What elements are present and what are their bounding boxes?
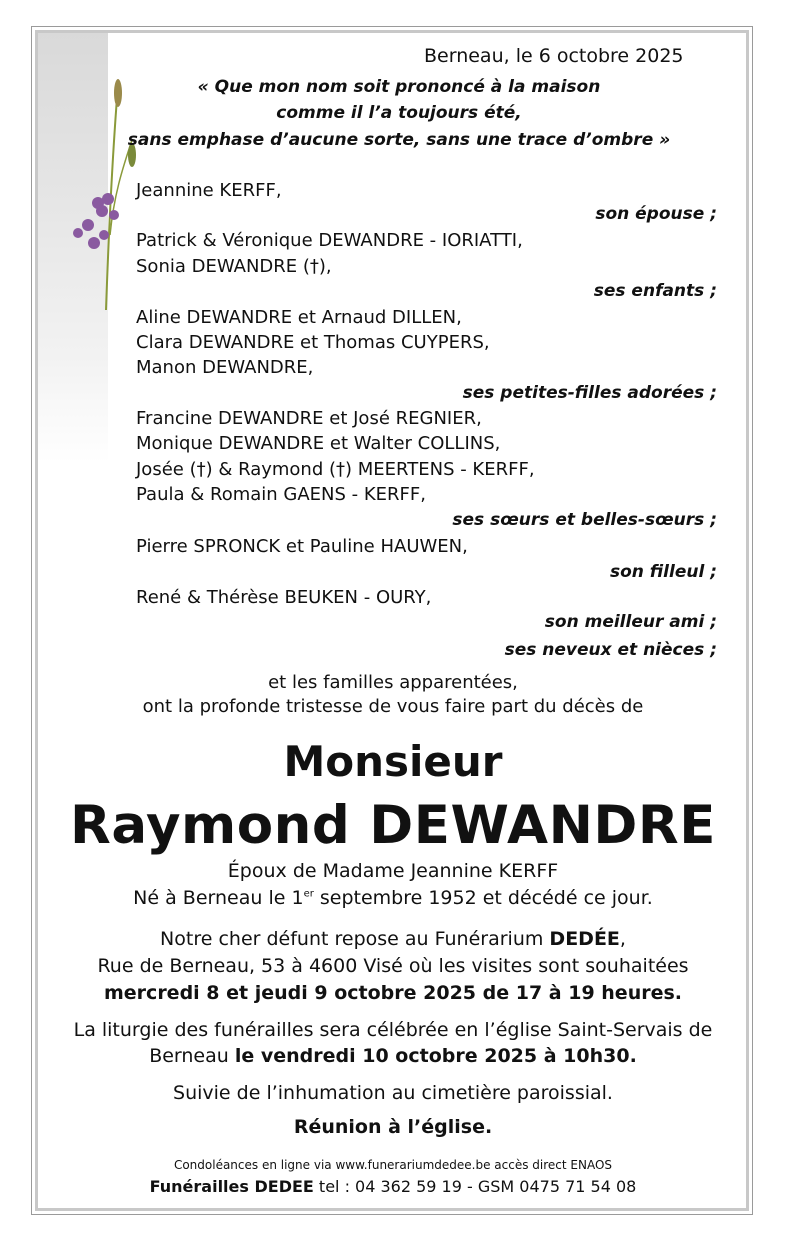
family-line: Clara DEWANDRE et Thomas CUYPERS,: [136, 332, 490, 353]
title-monsieur: Monsieur: [283, 737, 503, 786]
liturgy-line: La liturgie des funérailles sera célébrée en l’église Saint-Servais de: [73, 1019, 713, 1041]
relation-label: ses enfants ;: [593, 281, 717, 301]
funeral-home-line: Notre cher défunt repose au Funérarium DEDÉE,: [160, 928, 626, 950]
relation-label: son épouse ;: [595, 204, 717, 224]
deceased-name: Raymond DEWANDRE: [70, 795, 716, 856]
family-line: Patrick & Véronique DEWANDRE - IORIATTI,: [136, 230, 523, 251]
visits-line: mercredi 8 et jeudi 9 octobre 2025 de 17 à 19 heures.: [104, 982, 682, 1004]
burial-line: Suivie de l’inhumation au cimetière paroissial.: [173, 1082, 613, 1104]
family-line: Manon DEWANDRE,: [136, 357, 314, 378]
announcement-line: ont la profonde tristesse de vous faire part du décès de: [142, 696, 644, 717]
condolences-line: Condoléances en ligne via www.funerariumdedee.be accès direct ENAOS: [173, 1158, 613, 1172]
birth-line: Né à Berneau le 1er septembre 1952 et décédé ce jour.: [133, 887, 653, 909]
date-line: Berneau, le 6 octobre 2025: [424, 45, 684, 67]
quote-line-1: « Que mon nom soit prononcé à la maison: [197, 77, 601, 97]
contact-line: Funérailles DEDEE tel : 04 362 59 19 - GSM 0475 71 54 08: [149, 1177, 637, 1196]
relation-label: ses sœurs et belles-sœurs ;: [452, 510, 717, 530]
relation-label: ses neveux et nièces ;: [504, 640, 717, 660]
family-line: Paula & Romain GAENS - KERFF,: [136, 484, 426, 505]
address-line: Rue de Berneau, 53 à 4600 Visé où les visites sont souhaitées: [97, 955, 689, 977]
relation-label: son meilleur ami ;: [544, 612, 717, 632]
spouse-line: Époux de Madame Jeannine KERFF: [227, 860, 559, 882]
meeting-line: Réunion à l’église.: [293, 1116, 493, 1138]
family-line: Sonia DEWANDRE (†),: [136, 256, 332, 277]
liturgy-date-line: Berneau le vendredi 10 octobre 2025 à 10h30.: [149, 1045, 637, 1067]
family-line: Aline DEWANDRE et Arnaud DILLEN,: [136, 307, 462, 328]
relation-label: son filleul ;: [609, 562, 717, 582]
quote-line-3: sans emphase d’aucune sorte, sans une trace d’ombre »: [127, 130, 671, 150]
family-line: Pierre SPRONCK et Pauline HAUWEN,: [136, 536, 468, 557]
quote-line-2: comme il l’a toujours été,: [276, 103, 522, 123]
relation-label: ses petites-filles adorées ;: [462, 383, 717, 403]
families-line: et les familles apparentées,: [268, 672, 518, 693]
family-line: Jeannine KERFF,: [136, 180, 282, 201]
family-line: René & Thérèse BEUKEN - OURY,: [136, 587, 432, 608]
family-line: Francine DEWANDRE et José REGNIER,: [136, 408, 482, 429]
family-line: Josée (†) & Raymond (†) MEERTENS - KERFF,: [136, 459, 535, 480]
family-line: Monique DEWANDRE et Walter COLLINS,: [136, 433, 501, 454]
